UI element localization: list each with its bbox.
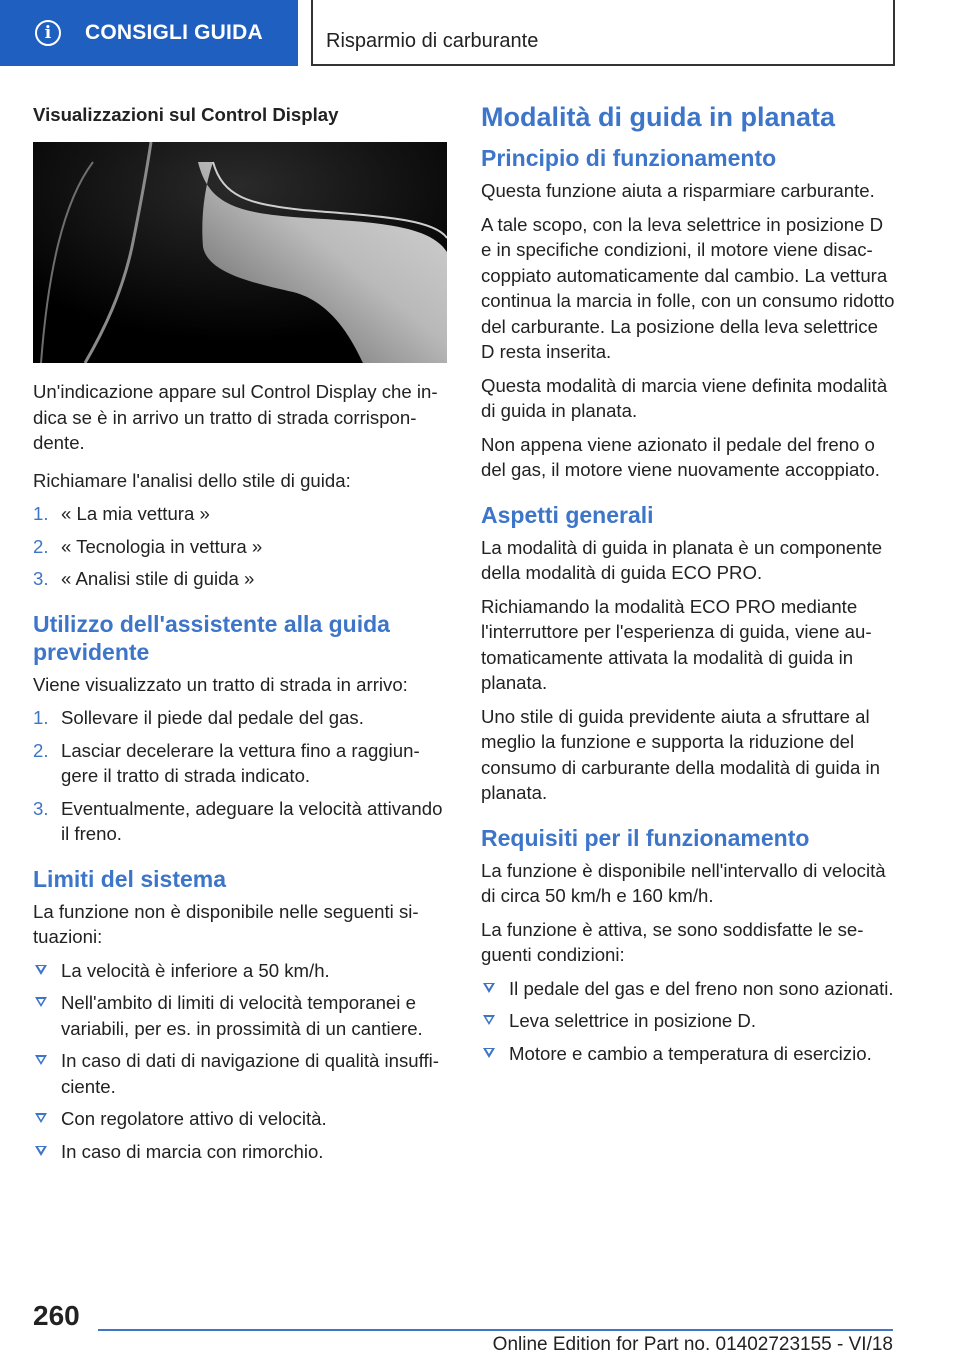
header-divider-right xyxy=(893,0,895,66)
principle-heading: Principio di funzionamento xyxy=(481,145,777,171)
principle-para: A tale scopo, con la leva selettrice in posizione D e in specifiche condizioni, il motore viene disaccoppiato automaticamente dal cambio. La vettura continua la marcia in folle, con un consumo ridotto del carburante. La posizione della leva selettrice D resta inserita. xyxy=(481,213,895,362)
general-para: Richiamando la modalità ECO PRO mediante l'interruttore per l'esperienza di guida, viene automaticamente attivata la modalità di guida in planata. xyxy=(481,595,872,693)
requirements-heading: Requisiti per il funzionamento xyxy=(481,824,810,851)
general-para: La modalità di guida in planata è un componente della modalità di guida ECO PRO. xyxy=(481,536,883,583)
triangle-bullet-icon xyxy=(483,983,495,993)
left-column xyxy=(33,100,447,1171)
list-item: 3. « Analisi stile di guida » xyxy=(33,568,255,589)
road-display-image xyxy=(33,142,447,363)
triangle-bullet-icon xyxy=(35,997,47,1007)
list-item: Nell'ambito di limiti di velocità temporanei e variabili, per es. in prossimità di un cantiere. xyxy=(33,990,447,1041)
header-underline xyxy=(311,64,895,66)
right-column xyxy=(481,100,895,1073)
requirements-para: La funzione è disponibile nell'intervallo di velocità di circa 50 km/h e 160 km/h. xyxy=(481,859,886,906)
info-icon: i xyxy=(35,20,61,46)
limits-list xyxy=(33,958,447,1165)
usage-steps-list xyxy=(33,705,447,847)
list-item: 1. « La mia vettura » xyxy=(33,503,210,524)
footer-rule xyxy=(98,1329,893,1331)
requirements-para: La funzione è attiva, se sono soddisfatte le seguenti condizioni: xyxy=(481,918,864,965)
list-item: In caso di dati di navigazione di qualità insufficiente. xyxy=(33,1048,447,1099)
triangle-bullet-icon xyxy=(35,1146,47,1156)
usage-intro: Viene visualizzato un tratto di strada in arrivo: xyxy=(33,673,408,695)
header-divider-left xyxy=(311,0,313,66)
control-display-title: Visualizzazioni sul Control Display xyxy=(33,104,339,125)
page-number: 260 xyxy=(33,1300,80,1331)
list-item: In caso di marcia con rimorchio. xyxy=(33,1139,447,1165)
limits-intro: La funzione non è disponibile nelle seguenti situazioni: xyxy=(33,900,419,947)
list-item: Leva selettrice in posizione D. xyxy=(481,1008,895,1034)
list-item: Motore e cambio a temperatura di esercizio. xyxy=(481,1041,895,1067)
chapter-tab[interactable] xyxy=(0,0,298,66)
triangle-bullet-icon xyxy=(35,1055,47,1065)
list-item: La velocità è inferiore a 50 km/h. xyxy=(33,958,447,984)
chapter-tab-label: CONSIGLI GUIDA xyxy=(85,21,263,44)
edition-note: Online Edition for Part no. 01402723155 - VI/18 xyxy=(492,1334,893,1355)
list-item: Il pedale del gas e del freno non sono azionati. xyxy=(481,976,895,1002)
usage-heading: Utilizzo dell'assistente alla guida previdente xyxy=(33,610,390,665)
call-up-text: Richiamare l'analisi dello stile di guida: xyxy=(33,469,351,491)
triangle-bullet-icon xyxy=(35,1113,47,1123)
general-para: Uno stile di guida previdente aiuta a sfruttare al meglio la funzione e supporta la riduzione del consumo di carburante della modalità di guida in planata. xyxy=(481,705,880,803)
menu-steps-list xyxy=(33,501,447,592)
list-item: 2. « Tecnologia in vettura » xyxy=(33,535,263,557)
display-caption: Un'indicazione appare sul Control Display che indica se è in arrivo un tratto di strada corrispondente. xyxy=(33,381,438,453)
limits-heading: Limiti del sistema xyxy=(33,865,227,892)
principle-para: Non appena viene azionato il pedale del freno o del gas, il motore viene nuovamente accoppiato. xyxy=(481,433,880,480)
general-heading: Aspetti generali xyxy=(481,501,654,528)
list-item: 1. Sollevare il piede dal pedale del gas. xyxy=(33,707,364,728)
triangle-bullet-icon xyxy=(483,1015,495,1025)
section-heading: Risparmio di carburante xyxy=(326,30,539,52)
principle-para: Questa funzione aiuta a risparmiare carburante. xyxy=(481,180,875,201)
principle-para: Questa modalità di marcia viene definita modalità di guida in planata. xyxy=(481,374,888,421)
list-item: 3. Eventualmente, adeguare la velocità attivando il freno. xyxy=(33,797,443,844)
list-item: Con regolatore attivo di velocità. xyxy=(33,1106,447,1132)
main-title: Modalità di guida in planata xyxy=(481,102,836,132)
list-item: 2. Lasciar decelerare la vettura fino a raggiungere il tratto di strada indicato. xyxy=(33,739,420,786)
requirements-list xyxy=(481,976,895,1067)
triangle-bullet-icon xyxy=(35,965,47,975)
triangle-bullet-icon xyxy=(483,1048,495,1058)
